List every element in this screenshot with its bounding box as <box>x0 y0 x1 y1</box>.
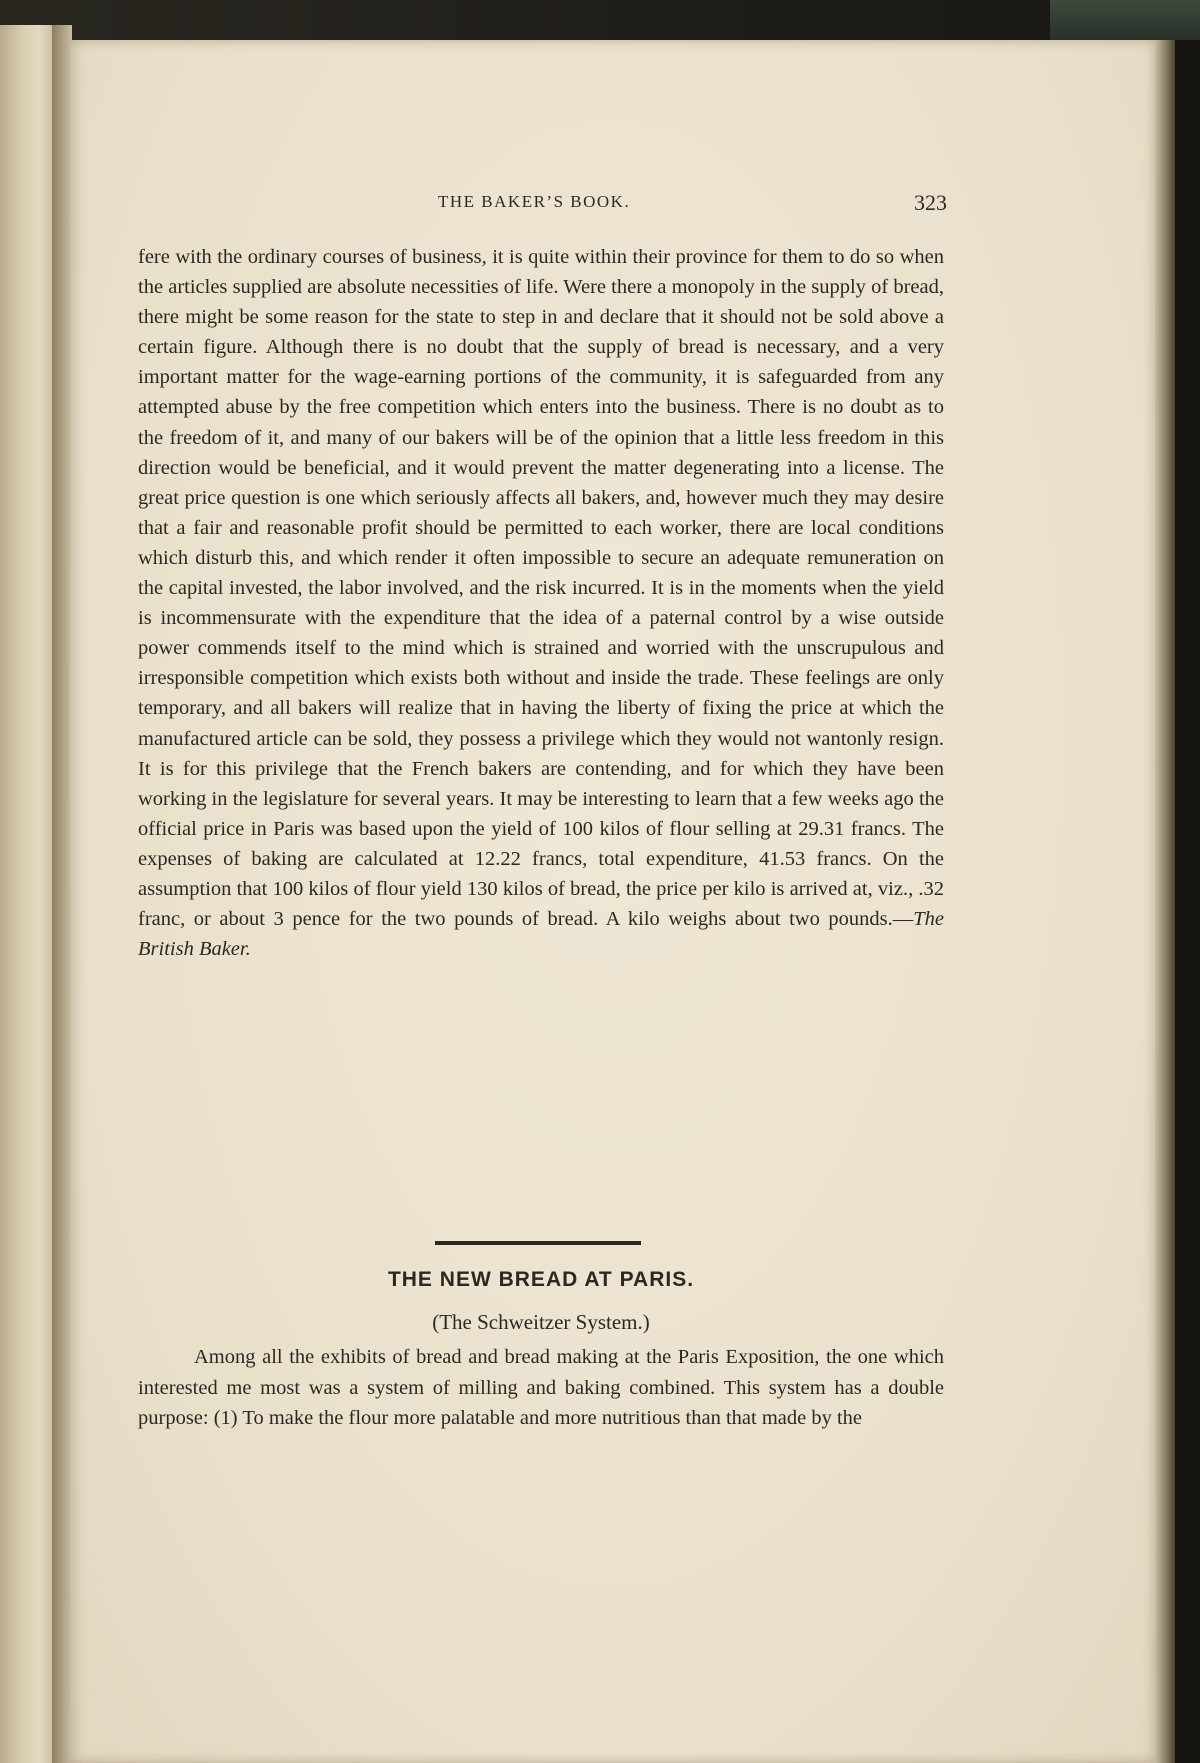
article-body <box>138 242 944 964</box>
left-page-edge <box>0 25 54 1763</box>
article-paragraph <box>138 242 944 964</box>
page-header <box>137 190 947 220</box>
book-cover-cloth <box>1050 0 1200 40</box>
running-head: THE BAKER’S BOOK. <box>438 192 631 211</box>
article-text: fere with the ordinary courses of business, it is quite within their province for them to do so when the articles supplied are absolute necessities of life. Were there a monopoly in the supply of bread, there might be some reason for the state to step in and declare that it should not be sold above a certain figure. Although there is no doubt that the supply of bread is necessary, and a very important matter for the wage-earning portions of the community, it is safeguarded from any attempted abuse by the free competition which enters into the business. There is no doubt as to the freedom of it, and many of our bakers will be of the opinion that a little less freedom in this direction would be beneficial, and it would prevent the matter degenerating into a license. The great price question is one which seriously affects all bakers, and, however much they may desire that a fair and reasonable profit should be permitted to each worker, there are local conditions which disturb this, and which render it often impossible to secure an adequate remuneration on the capital invested, the labor involved, and the risk incurred. It is in the moments when the yield is incommensurate with the expenditure that the idea of a paternal control by a wise outside power commends itself to the mind which is strained and worried with the unscrupulous and irresponsible competition which exists both without and inside the trade. These feelings are only temporary, and all bakers will realize that in having the liberty of fixing the price at which the manufactured article can be sold, they possess a privilege which they would not wantonly resign. It is for this privilege that the French bakers are contending, and for which they have been working in the legislature for several years. It may be interesting to learn that a few weeks ago the official price in Paris was based upon the yield of 100 kilos of flour selling at 29.31 francs. The expenses of baking are calculated at 12.22 francs, total expenditure, 41.53 francs. On the assumption that 100 kilos of flour yield 130 kilos of bread, the price per kilo is arrived at, viz., .32 franc, or about 3 pence for the two pounds of bread. A kilo weighs about two pounds.— <box>138 246 944 931</box>
page-number: 323 <box>914 190 947 215</box>
right-page-edge <box>1155 40 1175 1763</box>
section-paragraph: Among all the exhibits of bread and bread making at the Paris Exposition, the one which interested me most was a system of milling and baking combined. This system has a double purpose: (1) To make the flour more palatable and more nutritious than that made by the <box>138 1346 944 1429</box>
article-credit: The British Baker. <box>138 908 944 961</box>
section-subtitle: (The Schweitzer System.) <box>432 1310 650 1334</box>
section-divider <box>435 1241 641 1245</box>
gutter-shadow <box>52 25 72 1763</box>
section-title: THE NEW BREAD AT PARIS. <box>387 1268 695 1291</box>
